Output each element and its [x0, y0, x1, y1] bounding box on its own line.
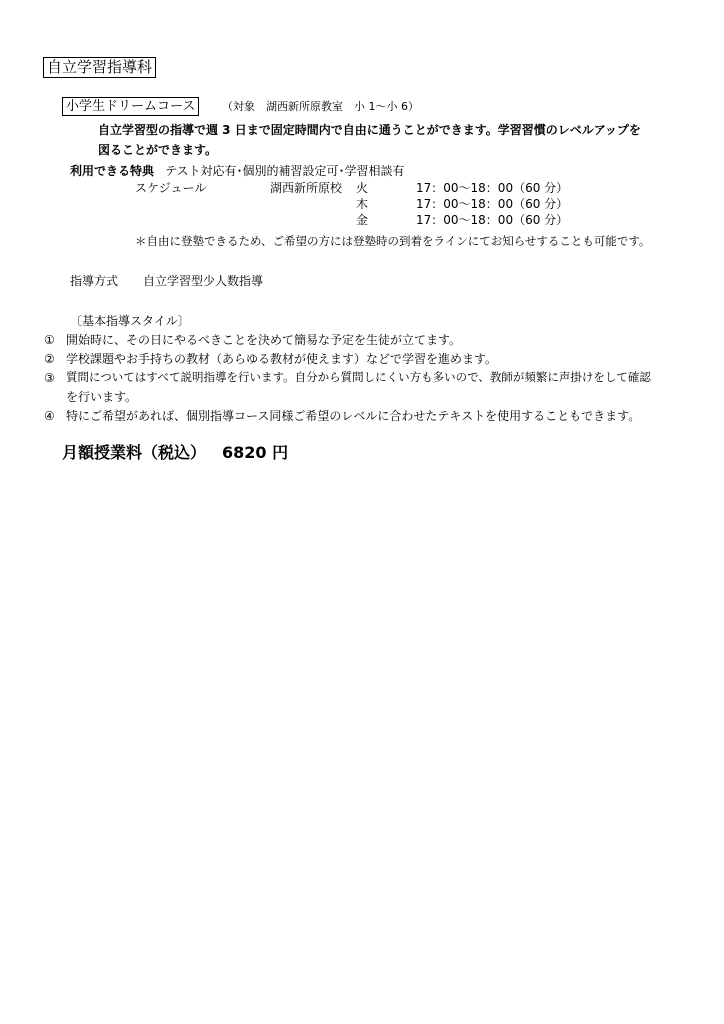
method-label: 指導方式	[70, 274, 119, 288]
fee-label: 月額授業料（税込）	[62, 443, 207, 462]
schedule-day: 木	[356, 197, 369, 211]
schedule-label: スケジュール	[135, 181, 207, 195]
course-target: （対象 湖西新所原教室 小 1～小 6）	[222, 100, 419, 113]
style-item-number: ①	[44, 333, 55, 347]
method-value: 自立学習型少人数指導	[143, 274, 264, 288]
style-item-text: 質問についてはすべて説明指導を行います。自分から質問しにくい方も多いので、教師が頻繁に声掛けをして確認	[66, 370, 651, 384]
benefits-text: テスト対応有･個別的補習設定可･学習相談有	[165, 164, 405, 178]
course-name: 小学生ドリームコース	[62, 97, 199, 116]
schedule-time: 17：00～18：00（60 分）	[416, 181, 569, 195]
style-item-number: ③	[44, 371, 55, 385]
schedule-school: 湖西新所原校	[270, 181, 343, 195]
style-item-text: 特にご希望があれば、個別指導コース同様ご希望のレベルに合わせたテキストを使用することもできます。	[66, 409, 641, 423]
schedule-note: ＊自由に登塾できるため、ご希望の方には登塾時の到着をラインにてお知らせすることも可能です。	[135, 234, 651, 248]
style-item-text: 開始時に、その日にやるべきことを決めて簡易な予定を生徒が立てます。	[66, 333, 462, 347]
description-line2: 図ることができます。	[98, 143, 218, 157]
style-item-continuation: を行います。	[66, 390, 138, 404]
style-item-text: 学校課題やお手持ちの教材（あらゆる教材が使えます）などで学習を進めます。	[66, 352, 498, 366]
benefits-label: 利用できる特典	[70, 164, 155, 178]
section-title: 自立学習指導科	[43, 57, 156, 78]
style-heading: 〔基本指導スタイル〕	[70, 314, 190, 328]
schedule-day: 金	[356, 213, 369, 227]
schedule-day: 火	[356, 181, 369, 195]
description-line1: 自立学習型の指導で週 3 日まで固定時間内で自由に通うことができます。学習習慣のレベルアップを	[98, 123, 641, 137]
schedule-time: 17：00～18：00（60 分）	[416, 213, 569, 227]
style-item-number: ④	[44, 409, 55, 423]
fee-amount: 6820 円	[222, 443, 289, 462]
style-item-number: ②	[44, 352, 55, 366]
schedule-time: 17：00～18：00（60 分）	[416, 197, 569, 211]
